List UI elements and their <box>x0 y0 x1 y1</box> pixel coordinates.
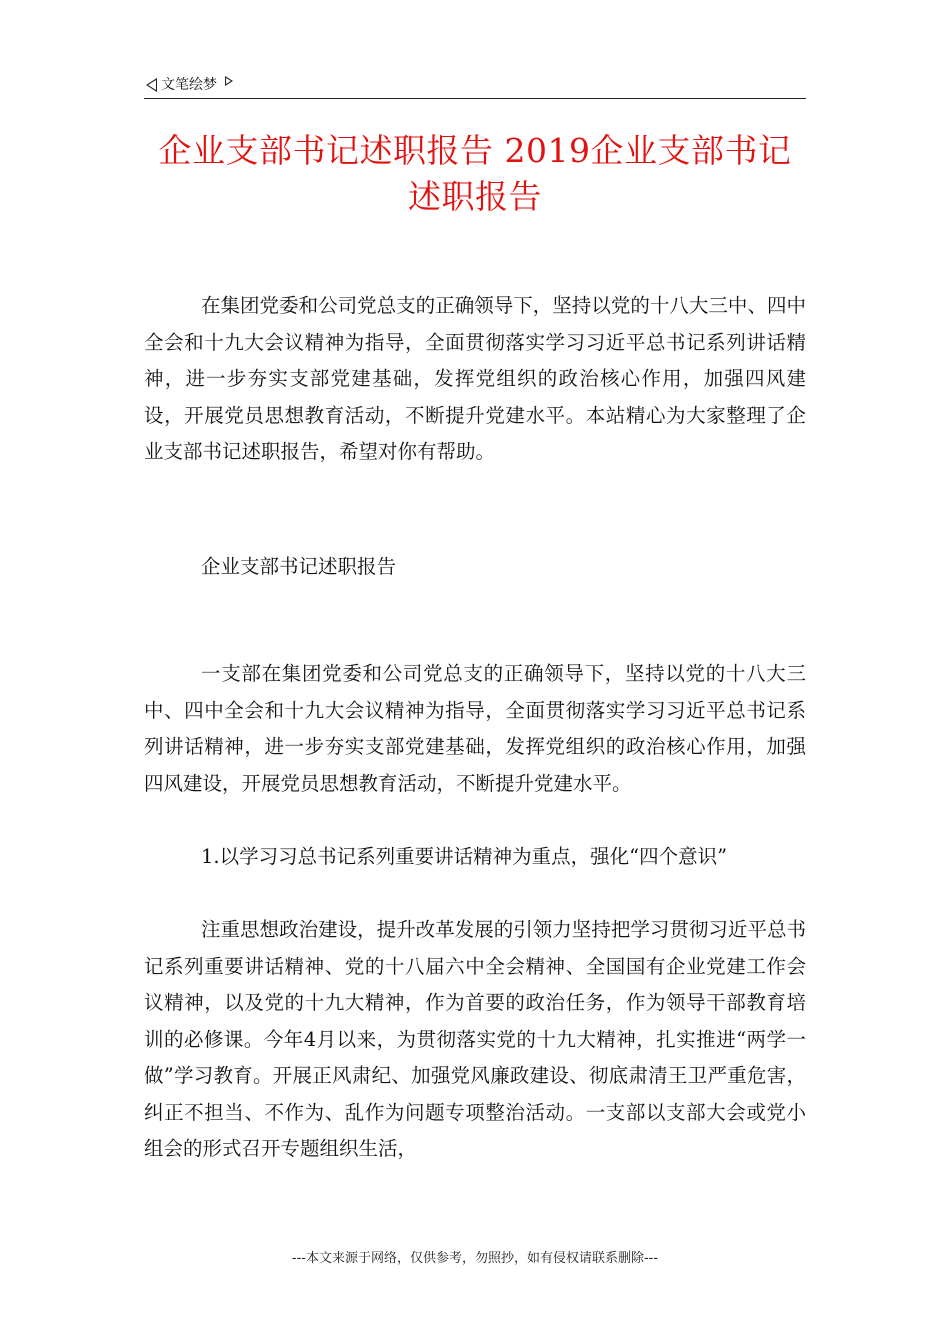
document-title: 企业支部书记述职报告 2019企业支部书记述职报告 <box>158 131 792 216</box>
numbered-heading: 1.以学习习总书记系列重要讲话精神为重点，强化“四个意识” <box>201 845 728 868</box>
brand-text: 文笔绘梦 <box>161 77 217 93</box>
section-heading: 企业支部书记述职报告 <box>201 555 397 578</box>
page-header <box>144 74 806 98</box>
header-divider <box>144 98 806 99</box>
body-paragraph: 注重思想政治建设，提升改革发展的引领力坚持把学习贯彻习近平总书记系列重要讲话精神、党的十八届六中全会精神、全国国有企业党建工作会议精神，以及党的十九大精神，作为首要的政治任务，作为领导干部教育培训的必修课。今年4月以来，为贯彻落实党的十九大精神，扎实推进“两学一做”学习教育。开展正风肃纪、加强党风廉政建设、彻底肃清王卫严重危害，纠正不担当、不作为、乱作为问题专项整治活动。一支部以支部大会或党小组会的形式召开专题组织生活， <box>144 918 806 1160</box>
body-paragraph: 一支部在集团党委和公司党总支的正确领导下，坚持以党的十八大三中、四中全会和十九大会议精神为指导，全面贯彻落实学习习近平总书记系列讲话精神，进一步夯实支部党建基础，发挥党组织的政治核心作用，加强四风建设，开展党员思想教育活动，不断提升党建水平。 <box>144 662 806 795</box>
footer-disclaimer: ---本文来源于网络，仅供参考，勿照抄，如有侵权请联系删除--- <box>291 1251 659 1266</box>
triangle-right-icon <box>225 76 233 86</box>
brand <box>146 74 233 96</box>
intro-paragraph: 在集团党委和公司党总支的正确领导下，坚持以党的十八大三中、四中全会和十九大会议精神为指导，全面贯彻落实学习习近平总书记系列讲话精神，进一步夯实支部党建基础，发挥党组织的政治核心作用，加强四风建设，开展党员思想教育活动，不断提升党建水平。本站精心为大家整理了企业支部书记述职报告，希望对你有帮助。 <box>144 294 806 463</box>
triangle-left-icon <box>146 78 157 92</box>
